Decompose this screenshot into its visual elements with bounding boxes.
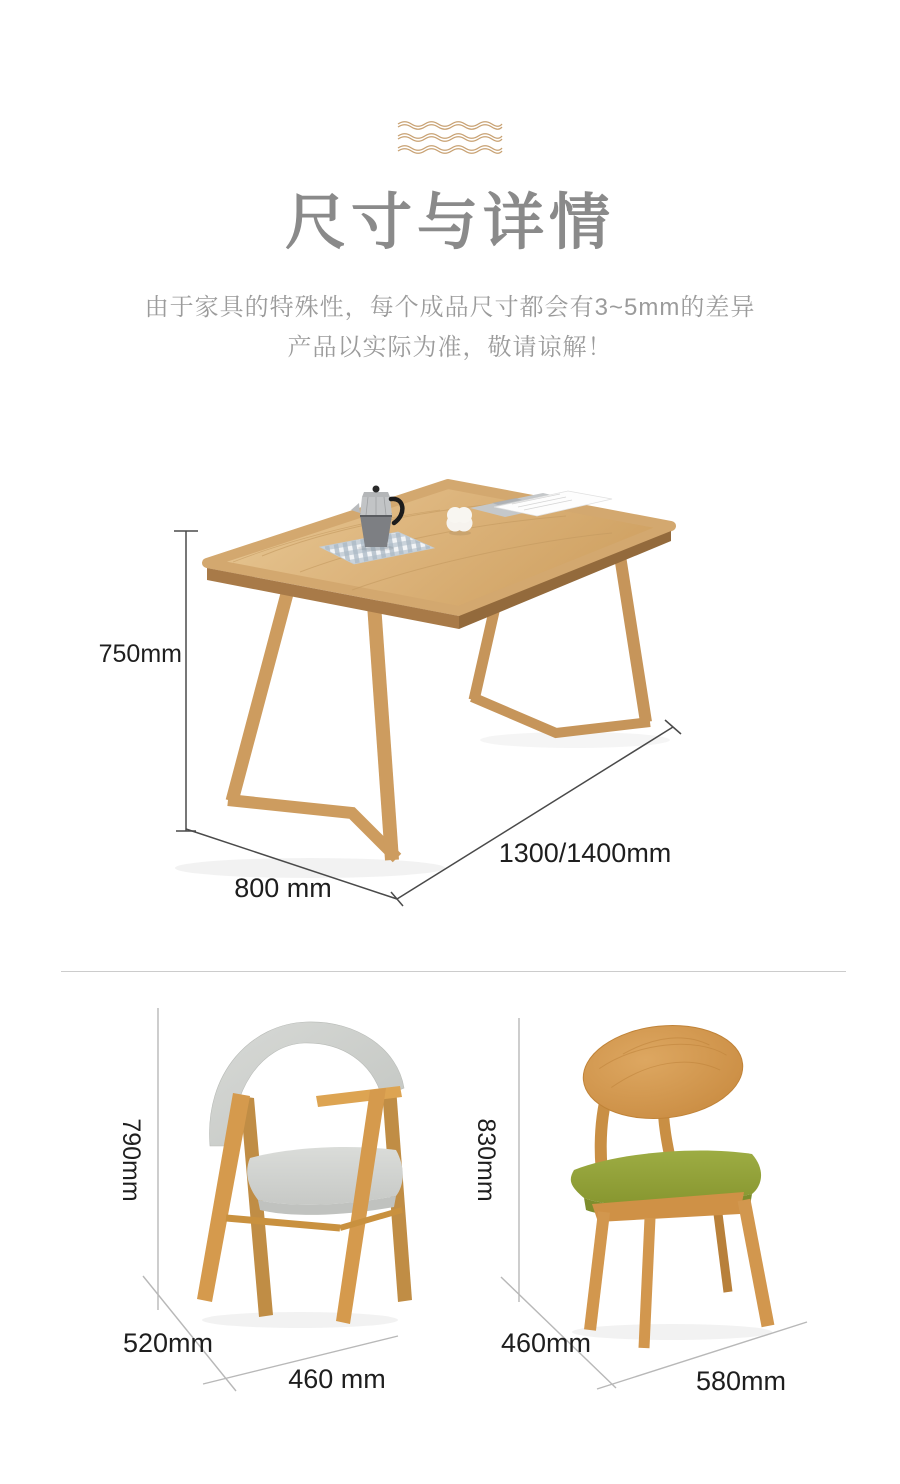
chair-right-depth-label: 460mm	[500, 1328, 592, 1358]
right-leg	[744, 1200, 768, 1326]
chair-left-depth-label: 520mm	[122, 1328, 214, 1358]
section-divider	[61, 971, 846, 972]
chair-left-width-label: 460 mm	[288, 1364, 386, 1394]
seat-cushion-gray	[247, 1147, 403, 1205]
table-leg-front	[228, 590, 397, 860]
chair-left-height-label: 790mm	[117, 1118, 145, 1202]
chair-left-shadow	[202, 1312, 398, 1328]
front-left-leg	[590, 1212, 604, 1330]
chair-right-width-label: 580mm	[695, 1366, 787, 1396]
dining-table-illustration	[175, 484, 671, 878]
table-length-line	[397, 727, 673, 899]
triple-wave-icon	[395, 117, 505, 161]
stretcher-bar	[226, 1218, 340, 1228]
chairs-figure	[0, 992, 900, 1462]
page-subtitle	[0, 288, 900, 368]
subtitle-line-2: 产品以实际为准，敬请谅解！	[287, 334, 613, 361]
page-title: 尺寸与详情	[284, 188, 615, 256]
subtitle-line-1: 由于家具的特殊性，每个成品尺寸都会有3~5mm的差异	[144, 294, 756, 321]
mid-leg	[644, 1218, 650, 1348]
table-height-label: 750mm	[98, 640, 182, 668]
dining-table-figure	[0, 420, 900, 965]
green-cushion-chair-illustration	[571, 1018, 772, 1348]
table-depth-label: 800 mm	[234, 873, 332, 903]
chair-right-height-label: 830mm	[472, 1118, 500, 1202]
chair-right-shadow	[572, 1324, 772, 1340]
fabric-armchair-illustration	[197, 1022, 412, 1328]
table-length-label: 1300/1400mm	[498, 838, 672, 868]
